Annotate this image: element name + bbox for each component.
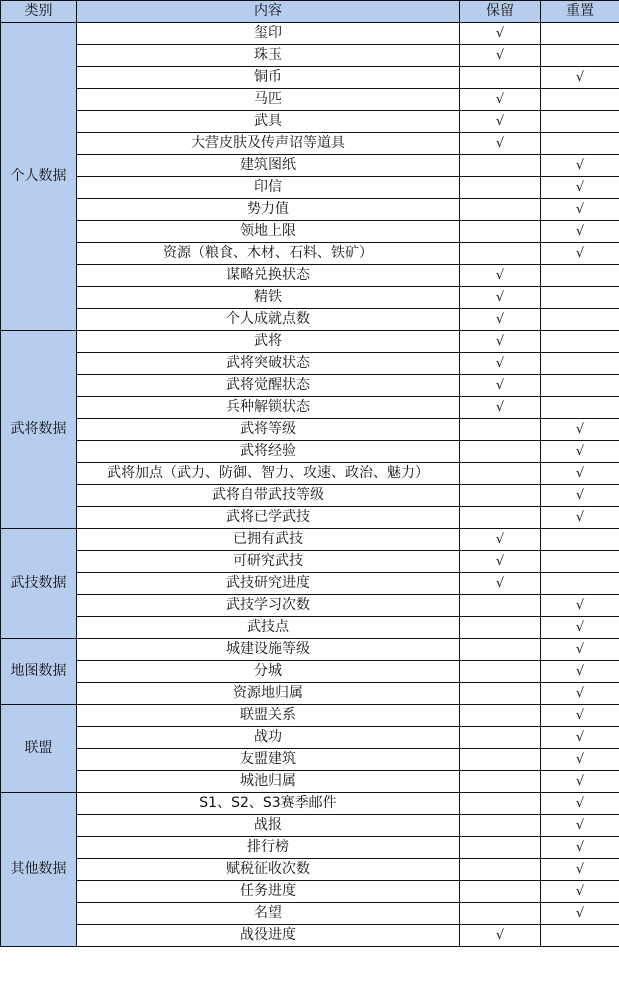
content-cell: 武技学习次数 <box>77 595 460 617</box>
keep-check-mark: √ <box>460 551 541 573</box>
table-header <box>1 1 619 23</box>
keep-cell <box>460 793 541 815</box>
reset-check-mark: √ <box>541 793 619 815</box>
reset-check-mark: √ <box>541 463 619 485</box>
content-cell: 武将等级 <box>77 419 460 441</box>
content-cell: 战报 <box>77 815 460 837</box>
content-cell: 铜币 <box>77 67 460 89</box>
content-cell: 武将自带武技等级 <box>77 485 460 507</box>
keep-check-mark: √ <box>460 397 541 419</box>
keep-check-mark: √ <box>460 925 541 947</box>
table-row <box>1 705 619 727</box>
keep-cell <box>460 595 541 617</box>
table-row <box>1 111 619 133</box>
content-cell: 资源地归属 <box>77 683 460 705</box>
content-cell: 战功 <box>77 727 460 749</box>
content-cell: 赋税征收次数 <box>77 859 460 881</box>
reset-cell <box>541 111 619 133</box>
reset-cell <box>541 309 619 331</box>
keep-check-mark: √ <box>460 23 541 45</box>
table-row <box>1 265 619 287</box>
content-cell: 珠玉 <box>77 45 460 67</box>
content-cell: 武具 <box>77 111 460 133</box>
reset-check-mark: √ <box>541 155 619 177</box>
keep-cell <box>460 639 541 661</box>
keep-check-mark: √ <box>460 573 541 595</box>
table-row <box>1 45 619 67</box>
content-cell: 玺印 <box>77 23 460 45</box>
keep-cell <box>460 155 541 177</box>
content-cell: 谋略兑换状态 <box>77 265 460 287</box>
keep-cell <box>460 727 541 749</box>
table-row <box>1 133 619 155</box>
table-row <box>1 771 619 793</box>
table-row <box>1 793 619 815</box>
content-cell: 武将经验 <box>77 441 460 463</box>
table-row <box>1 881 619 903</box>
reset-check-mark: √ <box>541 815 619 837</box>
reset-cell <box>541 353 619 375</box>
table-row <box>1 815 619 837</box>
content-cell: 排行榜 <box>77 837 460 859</box>
keep-cell <box>460 749 541 771</box>
reset-check-mark: √ <box>541 683 619 705</box>
category-cell: 其他数据 <box>1 793 77 947</box>
table-row <box>1 595 619 617</box>
reset-check-mark: √ <box>541 595 619 617</box>
reset-check-mark: √ <box>541 639 619 661</box>
table-row <box>1 903 619 925</box>
content-cell: 印信 <box>77 177 460 199</box>
table-row <box>1 287 619 309</box>
content-cell: 联盟关系 <box>77 705 460 727</box>
table-row <box>1 551 619 573</box>
keep-cell <box>460 221 541 243</box>
reset-check-mark: √ <box>541 727 619 749</box>
table-row <box>1 375 619 397</box>
keep-cell <box>460 199 541 221</box>
reset-cell <box>541 397 619 419</box>
content-cell: 势力值 <box>77 199 460 221</box>
keep-check-mark: √ <box>460 265 541 287</box>
keep-check-mark: √ <box>460 353 541 375</box>
reset-check-mark: √ <box>541 837 619 859</box>
reset-cell <box>541 133 619 155</box>
keep-cell <box>460 837 541 859</box>
keep-cell <box>460 683 541 705</box>
reset-cell <box>541 331 619 353</box>
reset-check-mark: √ <box>541 243 619 265</box>
keep-cell <box>460 617 541 639</box>
reset-check-mark: √ <box>541 199 619 221</box>
content-cell: 可研究武技 <box>77 551 460 573</box>
content-cell: 名望 <box>77 903 460 925</box>
table-row <box>1 243 619 265</box>
reset-check-mark: √ <box>541 705 619 727</box>
reset-check-mark: √ <box>541 617 619 639</box>
reset-check-mark: √ <box>541 177 619 199</box>
table-row <box>1 529 619 551</box>
reset-check-mark: √ <box>541 749 619 771</box>
table-row <box>1 573 619 595</box>
content-cell: 马匹 <box>77 89 460 111</box>
content-cell: 已拥有武技 <box>77 529 460 551</box>
reset-check-mark: √ <box>541 903 619 925</box>
keep-cell <box>460 771 541 793</box>
keep-check-mark: √ <box>460 111 541 133</box>
header-content: 内容 <box>77 1 460 23</box>
reset-cell <box>541 265 619 287</box>
table-row <box>1 727 619 749</box>
keep-check-mark: √ <box>460 45 541 67</box>
keep-check-mark: √ <box>460 529 541 551</box>
keep-check-mark: √ <box>460 331 541 353</box>
content-cell: 武技点 <box>77 617 460 639</box>
reset-cell <box>541 89 619 111</box>
content-cell: 武将 <box>77 331 460 353</box>
keep-cell <box>460 441 541 463</box>
category-cell: 武将数据 <box>1 331 77 529</box>
table-row <box>1 353 619 375</box>
content-cell: S1、S2、S3赛季邮件 <box>77 793 460 815</box>
reset-check-mark: √ <box>541 507 619 529</box>
table-row <box>1 221 619 243</box>
reset-check-mark: √ <box>541 859 619 881</box>
content-cell: 战役进度 <box>77 925 460 947</box>
keep-cell <box>460 705 541 727</box>
table-row <box>1 837 619 859</box>
keep-cell <box>460 661 541 683</box>
reset-check-mark: √ <box>541 441 619 463</box>
reset-check-mark: √ <box>541 485 619 507</box>
keep-cell <box>460 243 541 265</box>
table-row <box>1 155 619 177</box>
table-body <box>1 23 619 947</box>
keep-cell <box>460 507 541 529</box>
header-row <box>1 1 619 23</box>
content-cell: 武技研究进度 <box>77 573 460 595</box>
reset-check-mark: √ <box>541 881 619 903</box>
reset-check-mark: √ <box>541 771 619 793</box>
table-row <box>1 463 619 485</box>
content-cell: 武将加点（武力、防御、智力、攻速、政治、魅力） <box>77 463 460 485</box>
reset-cell <box>541 375 619 397</box>
table-row <box>1 925 619 947</box>
header-reset: 重置 <box>541 1 619 23</box>
content-cell: 武将觉醒状态 <box>77 375 460 397</box>
keep-cell <box>460 463 541 485</box>
category-cell: 武技数据 <box>1 529 77 639</box>
keep-cell <box>460 67 541 89</box>
keep-cell <box>460 485 541 507</box>
table-row <box>1 507 619 529</box>
reset-cell <box>541 551 619 573</box>
keep-check-mark: √ <box>460 89 541 111</box>
table-row <box>1 617 619 639</box>
table-row <box>1 67 619 89</box>
table-row <box>1 309 619 331</box>
table-row <box>1 859 619 881</box>
content-cell: 精铁 <box>77 287 460 309</box>
table-row <box>1 419 619 441</box>
keep-check-mark: √ <box>460 309 541 331</box>
reset-cell <box>541 925 619 947</box>
reset-check-mark: √ <box>541 661 619 683</box>
table-row <box>1 177 619 199</box>
table-row <box>1 89 619 111</box>
keep-cell <box>460 419 541 441</box>
reset-check-mark: √ <box>541 221 619 243</box>
keep-check-mark: √ <box>460 287 541 309</box>
content-cell: 个人成就点数 <box>77 309 460 331</box>
content-cell: 资源（粮食、木材、石料、铁矿） <box>77 243 460 265</box>
table-row <box>1 331 619 353</box>
content-cell: 建筑图纸 <box>77 155 460 177</box>
table-row <box>1 639 619 661</box>
reset-cell <box>541 573 619 595</box>
category-cell: 联盟 <box>1 705 77 793</box>
keep-cell <box>460 815 541 837</box>
table-row <box>1 661 619 683</box>
reset-check-mark: √ <box>541 419 619 441</box>
keep-cell <box>460 177 541 199</box>
table-row <box>1 199 619 221</box>
category-cell: 个人数据 <box>1 23 77 331</box>
table-row <box>1 23 619 45</box>
content-cell: 任务进度 <box>77 881 460 903</box>
content-cell: 城建设施等级 <box>77 639 460 661</box>
keep-check-mark: √ <box>460 133 541 155</box>
table-row <box>1 749 619 771</box>
content-cell: 大营皮肤及传声诏等道具 <box>77 133 460 155</box>
reset-cell <box>541 529 619 551</box>
table-row <box>1 441 619 463</box>
reset-cell <box>541 45 619 67</box>
keep-check-mark: √ <box>460 375 541 397</box>
category-cell: 地图数据 <box>1 639 77 705</box>
content-cell: 武将已学武技 <box>77 507 460 529</box>
keep-cell <box>460 881 541 903</box>
reset-check-mark: √ <box>541 67 619 89</box>
table-row <box>1 397 619 419</box>
content-cell: 城池归属 <box>77 771 460 793</box>
content-cell: 分城 <box>77 661 460 683</box>
content-cell: 兵种解锁状态 <box>77 397 460 419</box>
table-row <box>1 485 619 507</box>
table-row <box>1 683 619 705</box>
keep-cell <box>460 859 541 881</box>
content-cell: 武将突破状态 <box>77 353 460 375</box>
content-cell: 友盟建筑 <box>77 749 460 771</box>
reset-cell <box>541 287 619 309</box>
header-category: 类别 <box>1 1 77 23</box>
reset-cell <box>541 23 619 45</box>
content-cell: 领地上限 <box>77 221 460 243</box>
keep-cell <box>460 903 541 925</box>
header-keep: 保留 <box>460 1 541 23</box>
